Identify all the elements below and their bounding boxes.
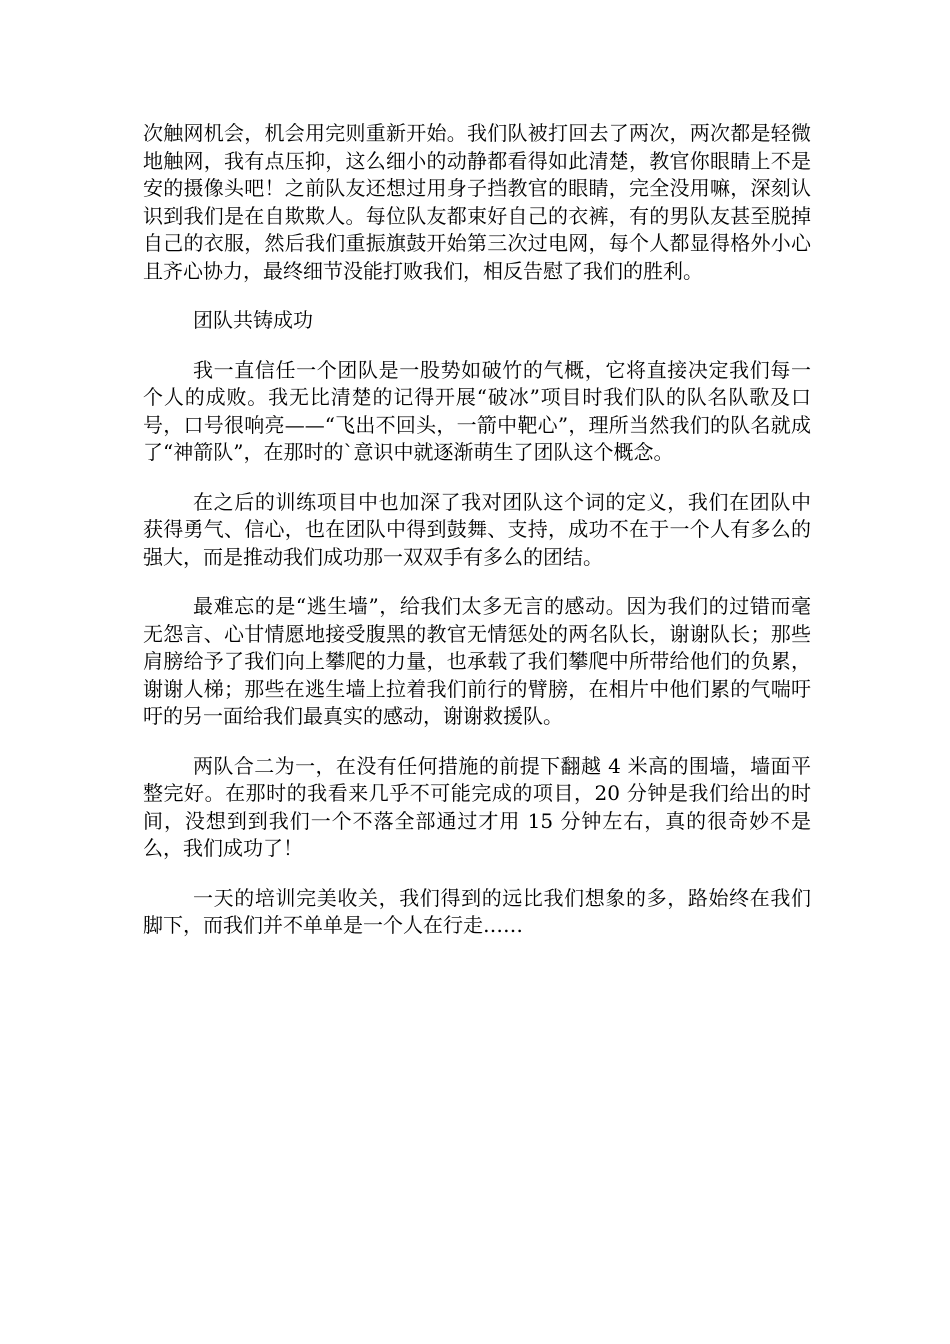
paragraph: 在之后的训练项目中也加深了我对团队这个词的定义，我们在团队中获得勇气、信心，也在团队中得到鼓舞、支持，成功不在于一个人有多么的强大，而是推动我们成功那一双双手有多么的团结。 (143, 489, 811, 569)
section-heading: 团队共铸成功 (193, 308, 313, 332)
paragraph: 一天的培训完美收关，我们得到的远比我们想象的多，路始终在我们脚下，而我们并不单单是一个人在行走…… (143, 885, 811, 937)
paragraph-continued: 次触网机会，机会用完则重新开始。我们队被打回去了两次，两次都是轻微地触网，我有点压抑，这么细小的动静都看得如此清楚，教官你眼睛上不是安的摄像头吧！之前队友还想过用身子挡教官的眼睛，完全没用嘛，深刻认识到我们是在自欺欺人。每位队友都束好自己的衣裤，有的男队友甚至脱掉自己的衣服，然后我们重振旗鼓开始第三次过电网，每个人都显得格外小心且齐心协力，最终细节没能打败我们，相反告慰了我们的胜利。 (143, 121, 811, 283)
paragraph: 最难忘的是“逃生墙”，给我们太多无言的感动。因为我们的过错而毫无怨言、心甘情愿地接受腹黑的教官无情惩处的两名队长，谢谢队长；那些肩膀给予了我们向上攀爬的力量，也承载了我们攀爬中所带给他们的负累，谢谢人梯；那些在逃生墙上拉着我们前行的臂膀，在相片中他们累的气喘吁吁的另一面给我们最真实的感动，谢谢救援队。 (143, 594, 811, 728)
paragraph: 我一直信任一个团队是一股势如破竹的气概，它将直接决定我们每一个人的成败。我无比清楚的记得开展“破冰”项目时我们队的队名队歌及口号，口号很响亮——“飞出不回头，一箭中靶心”，理所当然我们的队名就成了“神箭队”，在那时的`意识中就逐渐萌生了团队这个概念。 (143, 357, 811, 464)
document-body (143, 120, 811, 962)
paragraph: 两队合二为一，在没有任何措施的前提下翻越 4 米高的围墙，墙面平整完好。在那时的我看来几乎不可能完成的项目，20 分钟是我们给出的时间，没想到到我们一个不落全部通过才用 15 分钟左右，真的很奇妙不是么，我们成功了！ (143, 753, 811, 860)
